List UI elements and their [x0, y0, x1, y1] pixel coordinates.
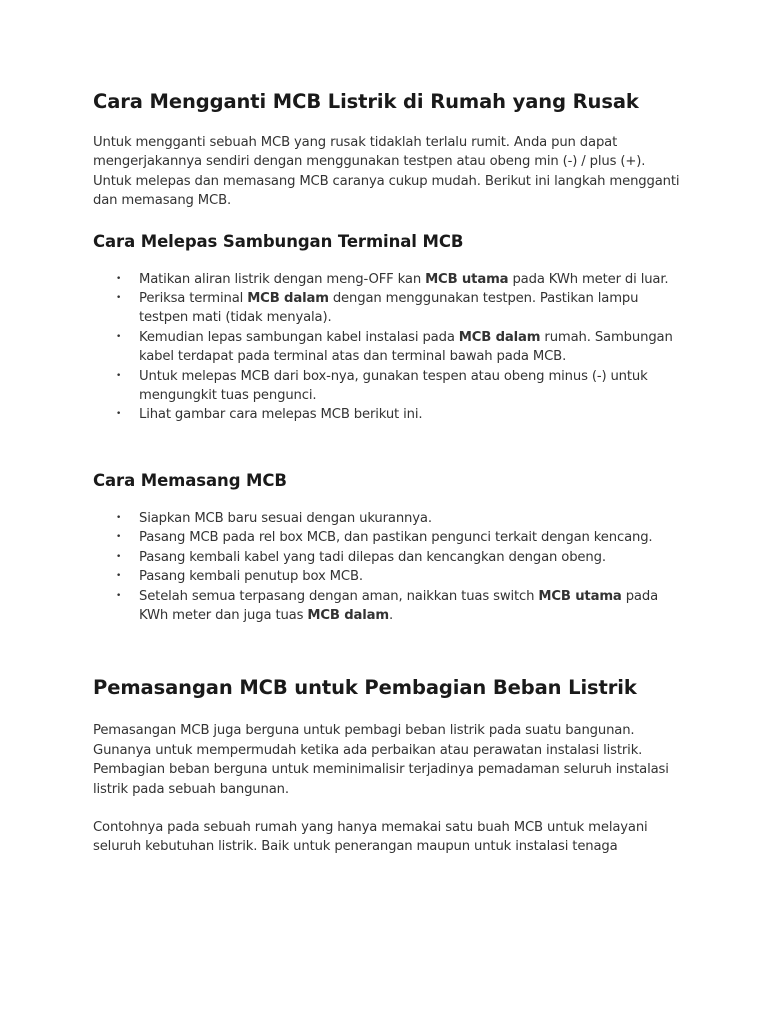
list-item: • Pasang MCB pada rel box MCB, dan pastikan pengunci terkait dengan kencang. — [139, 528, 683, 547]
list-item: • Periksa terminal MCB dalam dengan menggunakan testpen. Pastikan lampu testpen mati (tidak menyala). — [116, 291, 639, 326]
bullet-icon: • — [116, 370, 122, 381]
bullet-icon: • — [116, 551, 122, 562]
bullet-icon: • — [116, 571, 122, 582]
list-item: • Kemudian lepas sambungan kabel instalasi pada MCB dalam rumah. Sambungan kabel terdapat pada terminal atas dan terminal bawah pada MCB. — [116, 329, 673, 365]
intro-paragraph: Untuk mengganti sebuah MCB yang rusak tidaklah terlalu rumit. Anda pun dapat mengerjakannya sendiri dengan menggunakan testpen atau obeng min (-) / plus (+). Untuk melepas dan memasang MCB caranya cukup mudah. Berikut ini langkah mengganti dan memasang MCB. — [93, 135, 680, 209]
install-steps-list — [93, 509, 683, 625]
section-title-replace-mcb: Cara Mengganti MCB Listrik di Rumah yang Rusak — [93, 90, 639, 113]
subsection-title-install: Cara Memasang MCB — [93, 470, 287, 490]
body-paragraph: Pemasangan MCB juga berguna untuk pembagi beban listrik pada suatu bangunan. Gunanya untuk mempermudah ketika ada perbaikan atau perawatan instalasi listrik. Pembagian beban berguna untuk meminimalisir terjadinya pemadaman seluruh instalasi listrik pada sebuah bangunan. — [93, 723, 669, 797]
list-item: • Pasang kembali penutup box MCB. — [139, 567, 683, 586]
list-item: • Setelah semua terpasang dengan aman, naikkan tuas switch MCB utama pada KWh meter dan juga tuas MCB dalam. — [116, 588, 659, 623]
remove-steps-list — [93, 270, 683, 425]
bullet-icon: • — [116, 512, 122, 523]
bullet-icon: • — [116, 590, 122, 601]
bullet-icon: • — [116, 409, 122, 420]
list-item: • Untuk melepas MCB dari box-nya, gunakan tespen atau obeng minus (-) untuk mengungkit tuas pengunci. — [116, 368, 648, 404]
list-item: • Pasang kembali kabel yang tadi dilepas dan kencangkan dengan obeng. — [139, 548, 683, 567]
list-item: • Lihat gambar cara melepas MCB berikut ini. — [139, 405, 683, 424]
bullet-icon: • — [116, 273, 122, 284]
bullet-icon: • — [116, 331, 122, 342]
bullet-icon: • — [116, 532, 122, 543]
body-paragraph: Contohnya pada sebuah rumah yang hanya memakai satu buah MCB untuk melayani seluruh kebutuhan listrik. Baik untuk penerangan maupun untuk instalasi tenaga — [93, 819, 648, 855]
list-item: • Matikan aliran listrik dengan meng-OFF kan MCB utama pada KWh meter di luar. — [139, 270, 683, 289]
subsection-title-remove: Cara Melepas Sambungan Terminal MCB — [93, 231, 464, 251]
list-item: • Siapkan MCB baru sesuai dengan ukurannya. — [139, 509, 683, 528]
section-title-load-division: Pemasangan MCB untuk Pembagian Beban Listrik — [93, 676, 637, 700]
bullet-icon: • — [116, 293, 122, 304]
document-page — [93, 89, 683, 857]
